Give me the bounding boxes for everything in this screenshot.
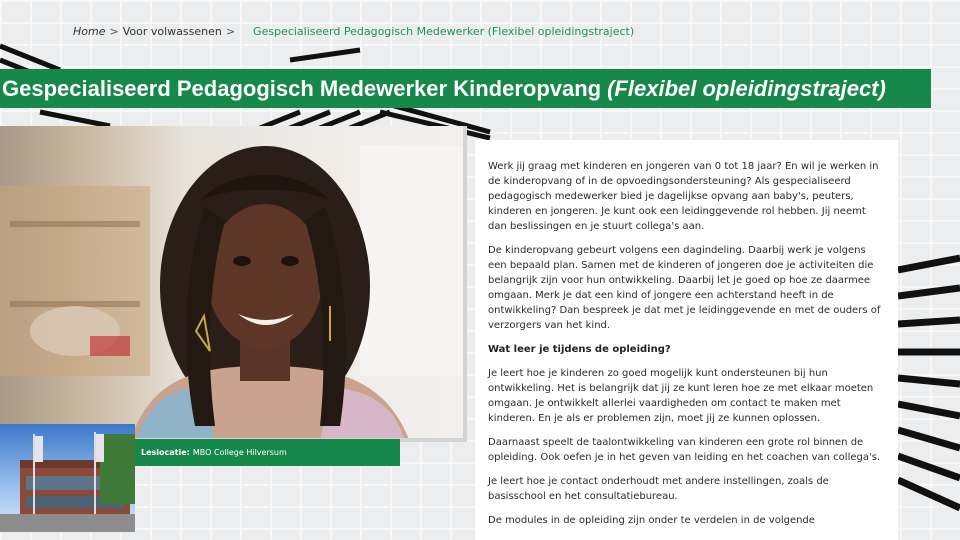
content-paragraph: De kinderopvang gebeurt volgens een dagindeling. Daarbij werk je volgens een bepaald plan. Samen met de kinderen of jongeren doe je activiteiten die belangrijk zijn voor hun ontwikkeling. Daarbij let je goed op hoe ze daarmee omgaan. Merk je dat een kind of jongere een achterstand heeft in de ontwikkeling? Dan bespreek je dat met je leidinggevende en met de ouders of verzorgers van het kind. <box>488 245 881 331</box>
breadcrumb-current: Gespecialiseerd Pedagogisch Medewerker (Flexibel opleidingstraject) <box>253 25 635 38</box>
content-paragraph: Daarnaast speelt de taalontwikkeling van kinderen een grote rol binnen de opleiding. Ook oefen je in het geven van leiding en het coachen van collega's. <box>488 437 881 463</box>
hero-photo-illustration <box>0 126 467 442</box>
breadcrumb-parent-link[interactable]: Voor volwassenen <box>122 25 222 38</box>
content-card <box>475 140 898 540</box>
content-heading: Wat leer je tijdens de opleiding? <box>488 344 671 355</box>
page-title-main: Gespecialiseerd Pedagogisch Medewerker Kinderopvang <box>2 75 602 101</box>
location-label: Leslocatie: <box>141 448 190 457</box>
location-thumbnail <box>0 424 135 532</box>
content-paragraph: De modules in de opleiding zijn onder te verdelen in de volgende <box>488 515 815 526</box>
page-title <box>0 69 931 108</box>
building-illustration <box>0 424 135 532</box>
breadcrumb-separator: > <box>109 25 119 38</box>
content-paragraph: Werk jij graag met kinderen en jongeren van 0 tot 18 jaar? En wil je werken in de kinderopvang of in de opvoedingsondersteuning? Als gespecialiseerd pedagogisch medewerker bied je dagelijkse opvang aan baby's, peuters, kinderen en jongeren. Je kunt ook een leidinggevende rol hebben. Jij neemt dan beslissingen en je stuurt collega's aan. <box>488 161 879 232</box>
content-paragraph: Je leert hoe je kinderen zo goed mogelijk kunt ondersteunen bij hun ontwikkeling. Het is belangrijk dat jij ze kunt leren hoe ze met elkaar moeten omgaan. Je ontwikkelt allerlei vaardigheden om contact te maken met kinderen. En je als er problemen zijn, moet jij ze kunnen oplossen. <box>488 368 874 424</box>
content-paragraph: Je leert hoe je contact onderhoudt met andere instellingen, zoals de basisschool en het consultatiebureau. <box>488 476 829 502</box>
hero-photo <box>0 126 467 442</box>
location-label-bar <box>135 439 400 466</box>
breadcrumb-separator: > <box>225 25 236 38</box>
stripe-decoration-right <box>898 250 960 540</box>
breadcrumb-home-link[interactable]: Home <box>73 25 106 38</box>
page-title-subtitle: (Flexibel opleidingstraject) <box>607 75 886 101</box>
location-value: MBO College Hilversum <box>192 448 287 457</box>
breadcrumb <box>73 25 634 38</box>
